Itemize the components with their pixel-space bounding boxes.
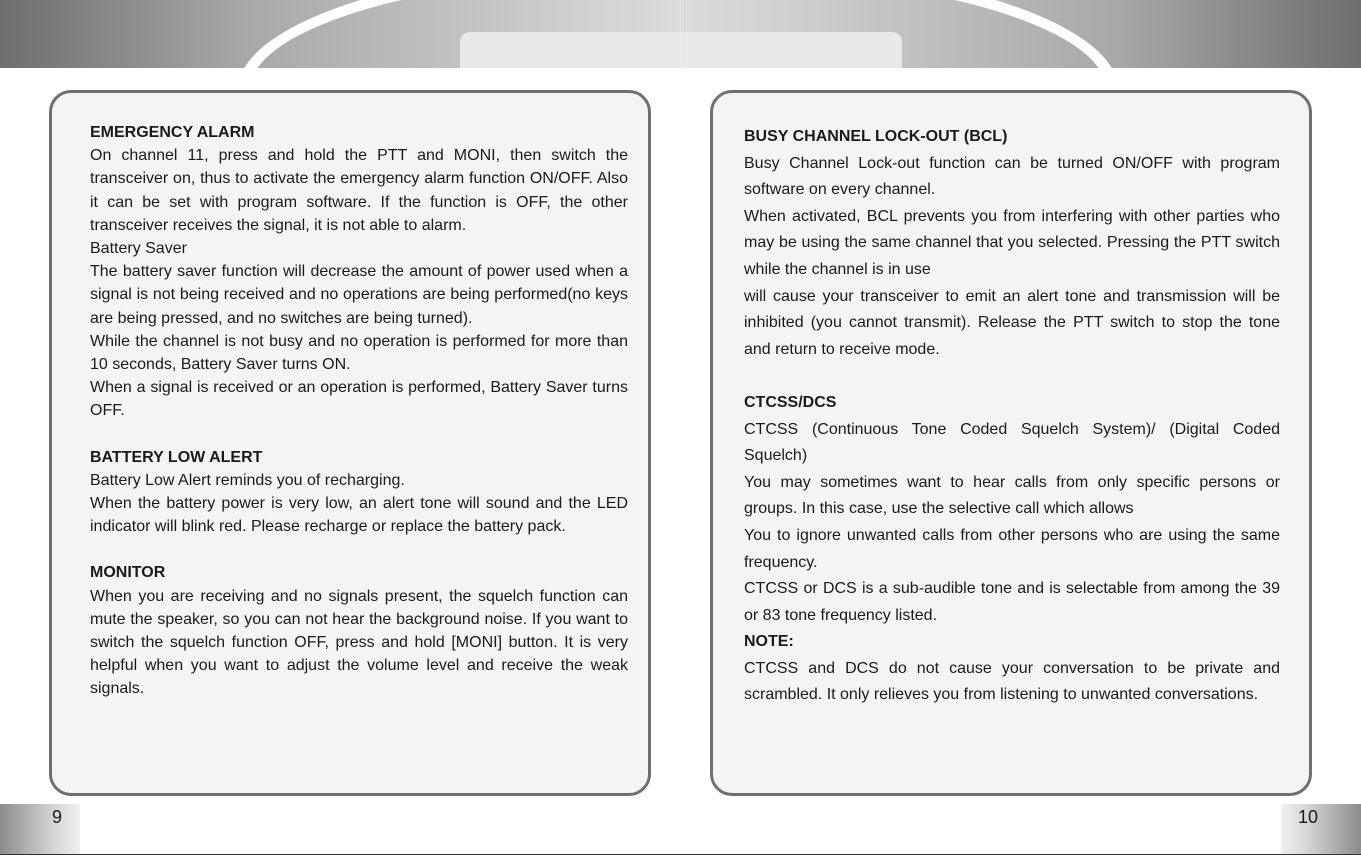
battery-low-alert-para-1: Battery Low Alert reminds you of recharging. [90,471,405,489]
ctcss-dcs-para-3: You to ignore unwanted calls from other persons who are using the same frequency. [744,526,1280,571]
monitor-heading: MONITOR [90,564,166,582]
page-number-left: 9 [0,804,80,855]
ctcss-dcs-para-4: CTCSS or DCS is a sub-audible tone and is selectable from among the 39 or 83 tone frequency listed. [744,580,1280,624]
footer [0,804,1361,857]
battery-saver-heading: Battery Saver [90,240,187,258]
left-page-content [90,121,628,701]
header-tab-shape [460,32,902,68]
note-body: CTCSS and DCS do not cause your conversation to be private and scrambled. It only relieves you from listening to unwanted conversations. [744,659,1280,704]
left-page-panel [49,90,651,796]
right-page-panel [710,90,1312,796]
bcl-para-2: When activated, BCL prevents you from interfering with other parties who may be using the same channel that you selected. Pressing the PTT switch while the channel is in use [744,207,1280,278]
right-page-content [744,124,1280,709]
battery-saver-para-2: While the channel is not busy and no operation is performed for more than 10 seconds, Battery Saver turns ON. [90,332,628,374]
bcl-heading: BUSY CHANNEL LOCK-OUT (BCL) [744,128,1008,145]
battery-low-alert-para-2: When the battery power is very low, an alert tone will sound and the LED indicator will blink red. Please recharge or replace the battery pack. [90,495,628,536]
footer-rule [0,854,1361,855]
monitor-body: When you are receiving and no signals present, the squelch function can mute the speaker, so you can not hear the background noise. If you want to switch the squelch function OFF, press and hold [MONI] button. It is very helpful when you want to adjust the volume level and receive the weak signals. [90,587,628,698]
emergency-alarm-heading: EMERGENCY ALARM [90,124,255,141]
battery-low-alert-heading: BATTERY LOW ALERT [90,448,263,466]
bcl-para-3: will cause your transceiver to emit an alert tone and transmission will be inhibited (you cannot transmit). Release the PTT switch to stop the tone and return to receive mode. [744,287,1280,358]
battery-saver-para-1: The battery saver function will decrease the amount of power used when a signal is not being received and no operations are being performed(no keys are being pressed, and no switches are being turned). [90,263,628,327]
battery-saver-para-3: When a signal is received or an operation is performed, Battery Saver turns OFF. [90,379,628,420]
bcl-para-1: Busy Channel Lock-out function can be turned ON/OFF with program software on every channel. [744,154,1280,199]
ctcss-dcs-para-1: CTCSS (Continuous Tone Coded Squelch System)/ (Digital Coded Squelch) [744,420,1280,465]
page-number-right: 10 [1281,804,1361,855]
emergency-alarm-body: On channel 11, press and hold the PTT and MONI, then switch the transceiver on, thus to activate the emergency alarm function ON/OFF. Also it can be set with program software. If the function is OFF, the other transceiver receives the signal, it is not able to alarm. [90,147,628,234]
note-heading: NOTE: [744,633,794,651]
ctcss-dcs-para-2: You may sometimes want to hear calls from only specific persons or groups. In this case, use the selective call which allows [744,473,1280,518]
ctcss-dcs-heading: CTCSS/DCS [744,393,837,411]
spread-divider [680,0,681,68]
header-decoration [0,0,1361,68]
